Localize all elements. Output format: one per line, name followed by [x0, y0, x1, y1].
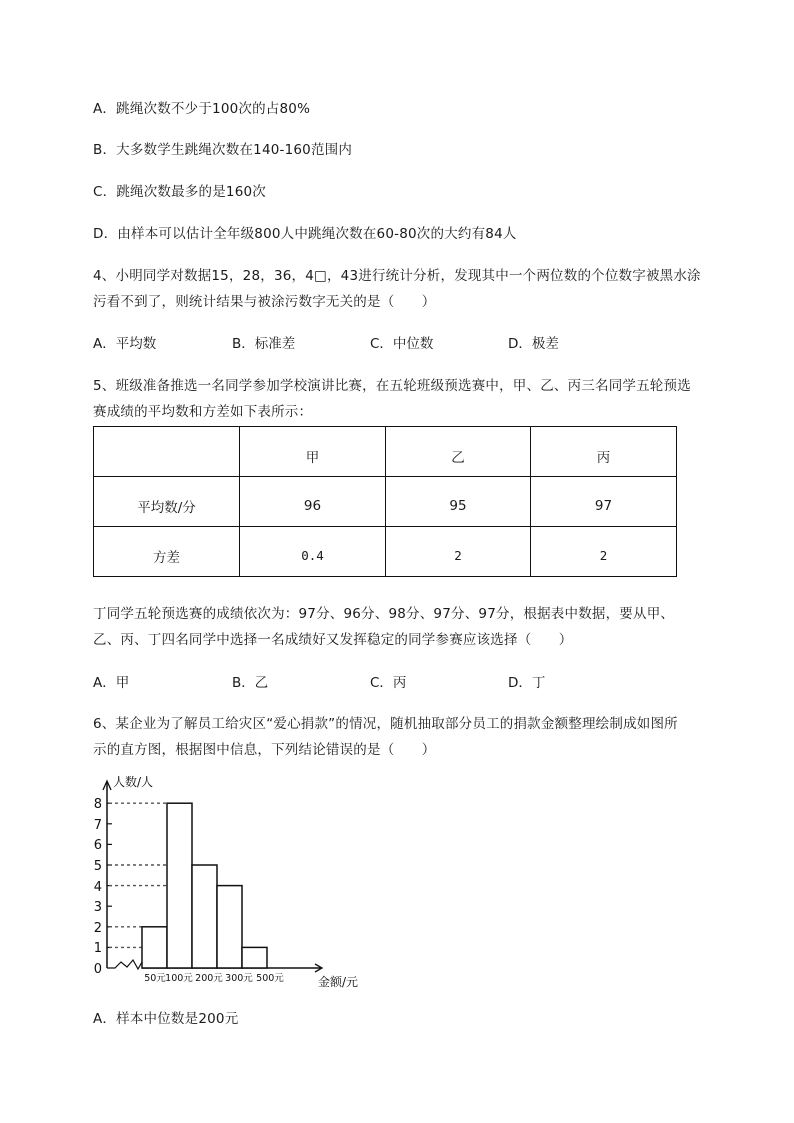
table-cell	[94, 427, 240, 477]
y-tick-5: 5	[93, 859, 102, 874]
table-cell: 95	[386, 477, 531, 527]
y-axis-label: 人数/人	[113, 775, 154, 789]
bar-100	[167, 803, 192, 968]
bar-200	[192, 865, 217, 968]
q5-option-b: B．乙	[232, 675, 269, 691]
q6-stem-line1: 6、某企业为了解员工给灾区“爱心捐款”的情况，随机抽取部分员工的捐款金额整理绘制成如图所	[93, 716, 678, 732]
q4-stem-line2: 污看不到了，则统计结果与被涂污数字无关的是（ ）	[93, 294, 436, 310]
q3-option-b: B．大多数学生跳绳次数在140-160范围内	[93, 142, 353, 158]
q5-stem-line2: 赛成绩的平均数和方差如下表所示：	[93, 404, 313, 420]
q5-option-d: D．丁	[508, 675, 546, 691]
x-tick-200: 200元	[195, 973, 223, 984]
table-cell: 2	[531, 527, 677, 577]
q6-stem-line2: 示的直方图，根据图中信息，下列结论错误的是（ ）	[93, 742, 436, 758]
y-tick-2: 2	[93, 921, 102, 936]
table-cell: 96	[240, 477, 386, 527]
x-tick-100: 100元	[165, 973, 193, 984]
table-header-bing: 丙	[531, 427, 677, 477]
q4-stem-line1: 4、小明同学对数据15，28，36，4□，43进行统计分析，发现其中一个两位数的个位数字被黑水涂	[93, 268, 701, 284]
q4-option-c: C．中位数	[370, 336, 434, 352]
table-header-jia: 甲	[240, 427, 386, 477]
q5-stem-line4: 乙、丙、丁四名同学中选择一名成绩好又发挥稳定的同学参赛应该选择（ ）	[93, 632, 573, 648]
q5-stem-line3: 丁同学五轮预选赛的成绩依次为：97分、96分、98分、97分、97分，根据表中数据，要从甲、	[93, 606, 675, 622]
row-label-mean: 平均数/分	[94, 477, 240, 527]
x-axis-label: 金额/元	[318, 975, 359, 989]
q5-option-c: C．丙	[370, 675, 407, 691]
y-tick-1: 1	[93, 941, 102, 956]
q6-option-a: A．样本中位数是200元	[93, 1011, 239, 1027]
x-axis-break	[107, 960, 142, 969]
y-tick-4: 4	[93, 880, 102, 895]
x-tick-300: 300元	[225, 973, 253, 984]
row-label-variance: 方差	[94, 527, 240, 577]
histogram-bars	[142, 803, 267, 968]
table-row-variance	[94, 527, 677, 577]
q3-option-d: D．由样本可以估计全年级800人中跳绳次数在60-80次的大约有84人	[93, 226, 517, 242]
table-row-mean	[94, 477, 677, 527]
table-cell: 97	[531, 477, 677, 527]
y-tick-8: 8	[93, 797, 102, 812]
y-tick-3: 3	[93, 900, 102, 915]
q4-option-d: D．极差	[508, 336, 559, 352]
q3-option-a: A．跳绳次数不少于100次的占80%	[93, 101, 311, 117]
q5-option-a: A．甲	[93, 675, 130, 691]
bar-500	[242, 947, 267, 968]
table-cell: 0.4	[240, 527, 386, 577]
q4-options	[93, 334, 693, 354]
q3-option-c: C．跳绳次数最多的是160次	[93, 184, 266, 200]
q5-options	[93, 673, 693, 693]
table-header-yi: 乙	[386, 427, 531, 477]
y-tick-labels	[94, 797, 102, 977]
q5-stem-line1: 5、班级准备推选一名同学参加学校演讲比赛，在五轮班级预选赛中，甲、乙、丙三名同学五轮预选	[93, 378, 691, 394]
q4-option-b: B．标准差	[232, 336, 296, 352]
x-tick-labels	[144, 973, 284, 984]
bar-300	[217, 886, 242, 968]
y-tick-6: 6	[93, 838, 102, 853]
table-cell: 2	[386, 527, 531, 577]
y-tick-0: 0	[93, 962, 102, 977]
donation-histogram	[85, 770, 375, 995]
bar-50	[142, 927, 167, 968]
table-header-row	[94, 427, 677, 477]
x-tick-50: 50元	[144, 973, 166, 984]
x-tick-500: 500元	[256, 973, 284, 984]
q4-option-a: A．平均数	[93, 336, 157, 352]
q5-score-table	[93, 426, 677, 577]
y-tick-7: 7	[93, 818, 102, 833]
